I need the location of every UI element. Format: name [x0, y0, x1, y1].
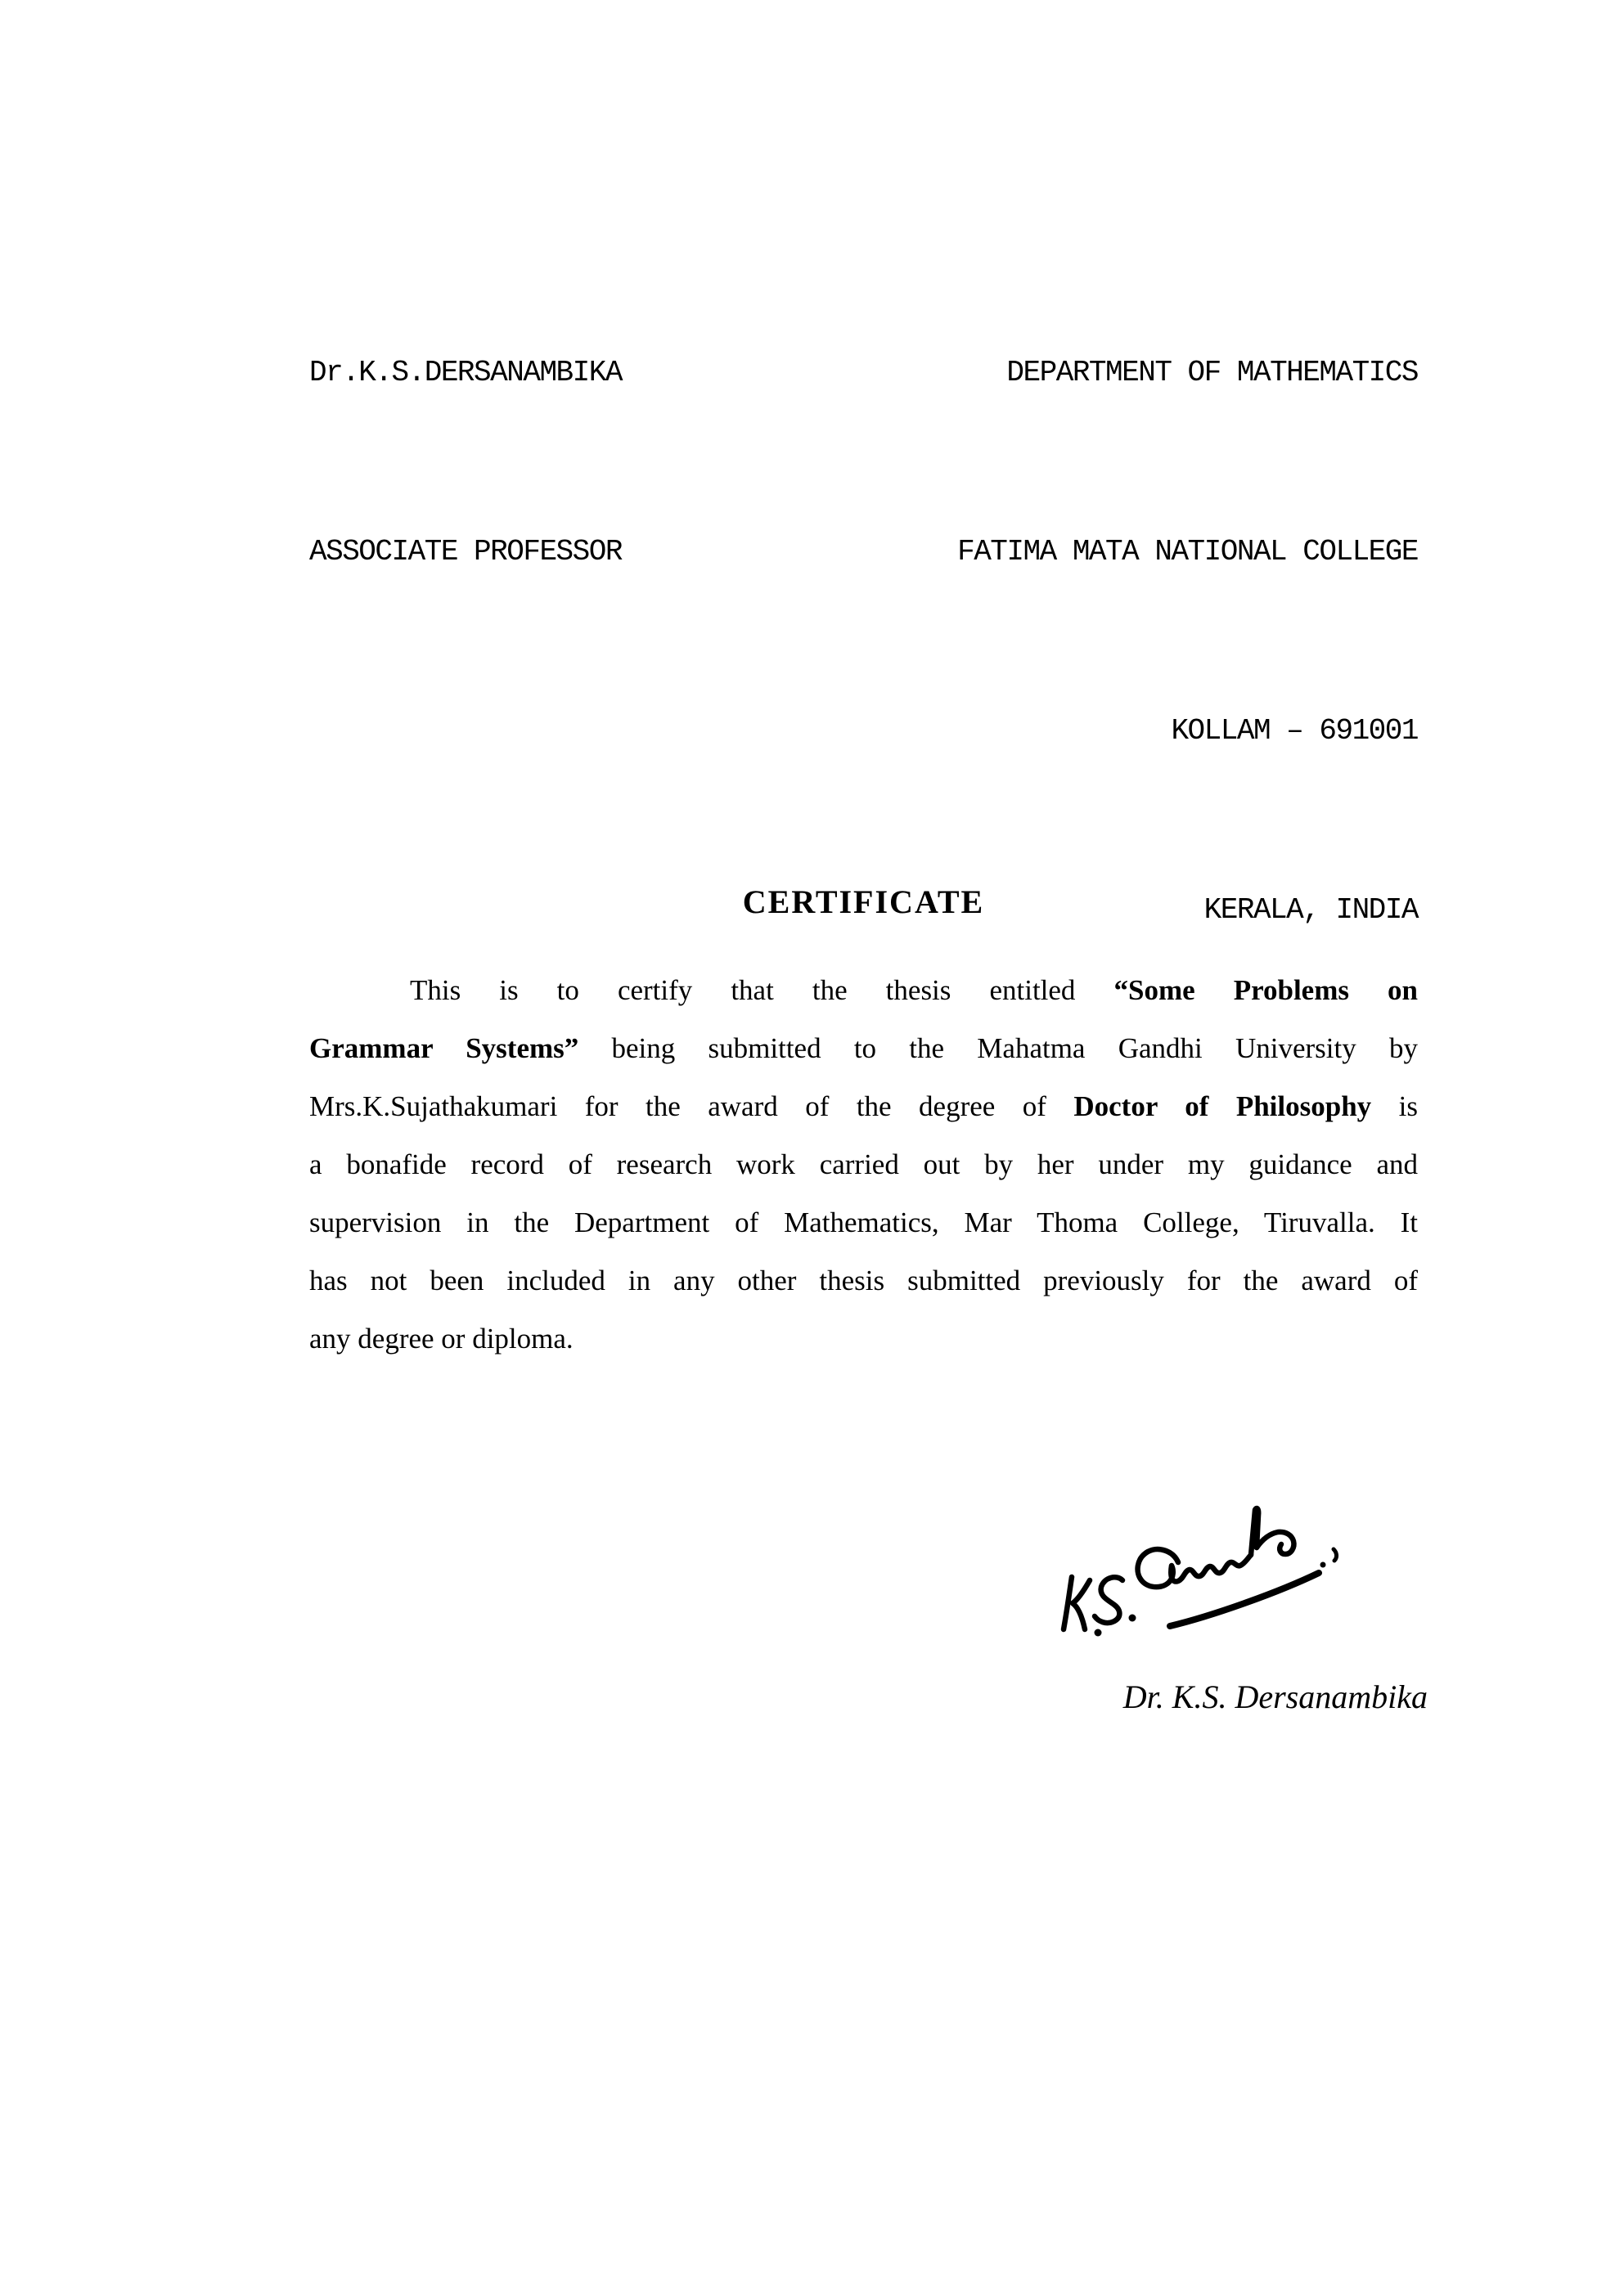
body-text: supervision in the Department of Mathematics, Mar Thoma College, Tiruvalla. It [309, 1206, 1418, 1238]
body-line [309, 1193, 1418, 1251]
city-pincode-line: KOLLAM – 691001 [1171, 714, 1418, 748]
body-text: Mrs.K.Sujathakumari for the award of the degree of [309, 1090, 1074, 1122]
body-text: a bonafide record of research work carried out by her under my guidance and [309, 1148, 1418, 1180]
college-line: FATIMA MATA NATIONAL COLLEGE [957, 535, 1418, 568]
author-name-line: Dr.K.S.DERSANAMBIKA [309, 356, 622, 389]
body-text: This is to certify that the thesis entitled [410, 974, 1114, 1006]
body-text: has not been included in any other thesis submitted previously for the award of [309, 1265, 1418, 1296]
signature-image [1047, 1489, 1407, 1644]
body-line [309, 1077, 1418, 1135]
body-line [309, 1251, 1418, 1310]
body-text: is [1371, 1090, 1418, 1122]
letterhead-left-block [309, 223, 622, 701]
body-line [309, 961, 1418, 1019]
certificate-body [309, 961, 1418, 1368]
author-title-line: ASSOCIATE PROFESSOR [309, 535, 622, 568]
body-line [309, 1135, 1418, 1193]
certificate-heading: CERTIFICATE [742, 883, 985, 920]
body-text: being submitted to the Mahatma Gandhi University by [578, 1032, 1418, 1064]
body-line [309, 1019, 1418, 1077]
letterhead-right-block [957, 223, 1418, 1059]
body-text: any degree or diploma. [309, 1323, 574, 1355]
department-line: DEPARTMENT OF MATHEMATICS [1006, 356, 1418, 389]
signatory-name: Dr. K.S. Dersanambika [1122, 1678, 1428, 1715]
letterhead [309, 223, 1418, 1059]
handwritten-signature-icon [1047, 1489, 1407, 1644]
state-country-line: KERALA, INDIA [1203, 893, 1418, 927]
body-bold-text: Grammar Systems” [309, 1032, 579, 1064]
body-line [309, 1310, 1418, 1368]
body-bold-text: “Some Problems on [1113, 974, 1418, 1006]
body-bold-text: Doctor of Philosophy [1073, 1090, 1372, 1122]
